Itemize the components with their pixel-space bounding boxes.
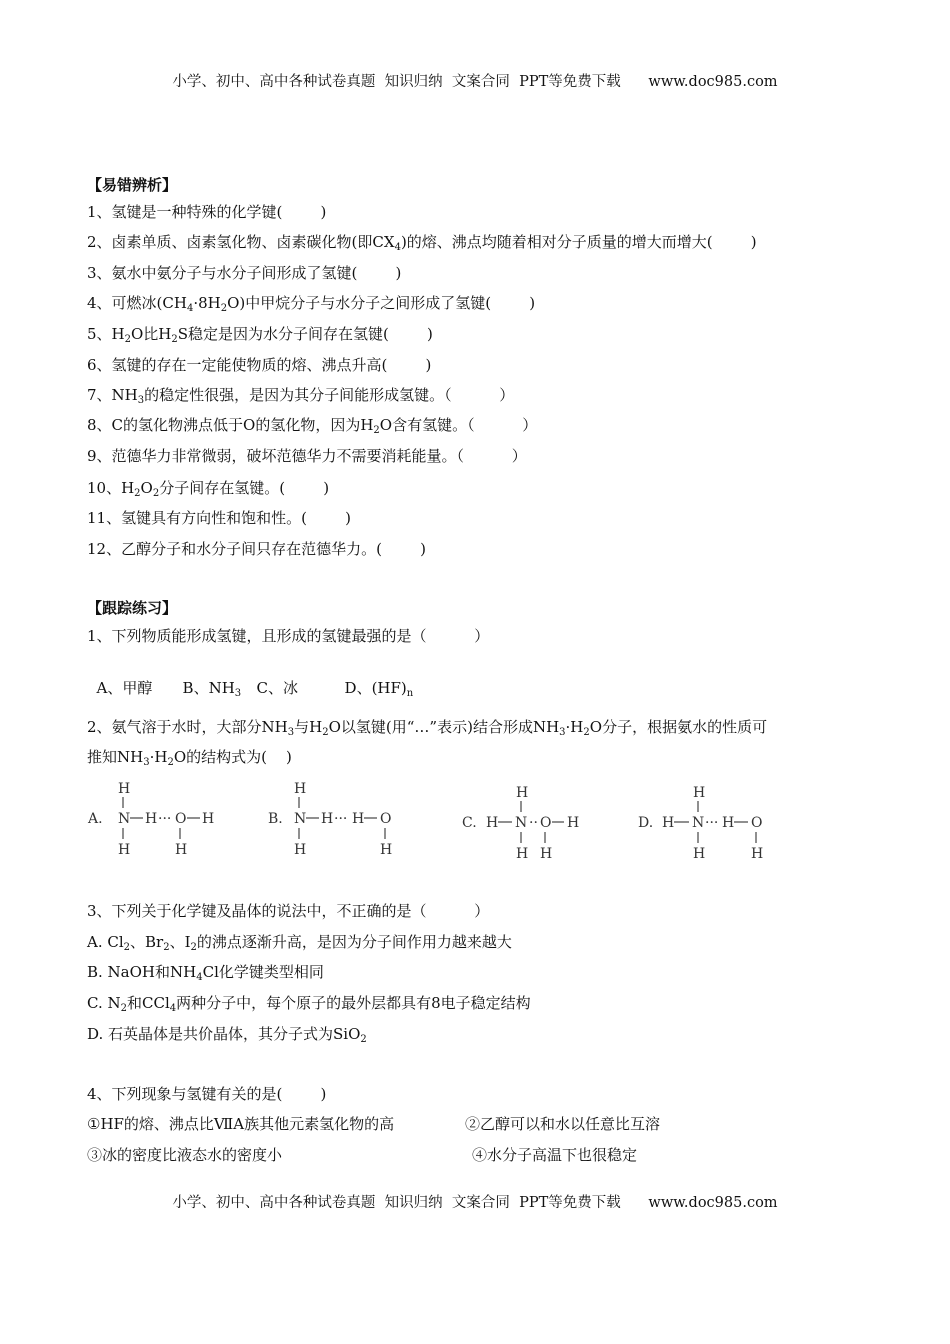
q1-option-c: C、冰 xyxy=(256,679,299,697)
svg-text:H: H xyxy=(567,815,580,831)
svg-text:H: H xyxy=(722,815,735,831)
error-item-5: 5、$H_2O$比$H_2S$稳定是因为水分子间存在氢键( ) xyxy=(87,325,433,345)
q2-structure-b xyxy=(268,778,438,863)
error-item-6: 6、氢键的存在一定能使物质的熔、沸点升高( ) xyxy=(87,356,432,374)
svg-text:H: H xyxy=(118,842,131,858)
q1-options xyxy=(87,658,413,698)
svg-text:···: ··· xyxy=(705,815,719,831)
page-header: 小学、初中、高中各种试卷真题 知识归纳 文案合同 PPT等免费下载 www.doc985.com xyxy=(172,74,778,90)
svg-text:H: H xyxy=(321,811,334,827)
svg-text:H: H xyxy=(693,785,706,801)
svg-text:H: H xyxy=(516,785,529,801)
error-item-7: 7、$NH_3$的稳定性很强，是因为其分子间能形成氢键。（ ） xyxy=(87,386,515,406)
error-item-8: 8、C的氢化物沸点低于O的氢化物，因为$H_2O$含有氢键。（ ） xyxy=(87,416,538,436)
q2-structure-b-label: B. xyxy=(268,811,283,827)
error-item-4: 4、可燃冰$(CH_4\cdot 8H_2O)$中甲烷分子与水分子之间形成了氢键( ) xyxy=(87,294,536,314)
section-title-practice: 【跟踪练习】 xyxy=(87,599,178,617)
svg-text:H: H xyxy=(118,781,131,797)
error-item-1: 1、氢键是一种特殊的化学键( ) xyxy=(87,203,327,221)
svg-text:H: H xyxy=(693,846,706,862)
q4-option-2: ②乙醇可以和水以任意比互溶 xyxy=(465,1115,661,1133)
svg-text:H: H xyxy=(662,815,675,831)
q3-option-b: B. NaOH和$NH_4Cl$化学键类型相同 xyxy=(87,963,324,983)
q3-option-a: A. $Cl_2$、$Br_2$、$I_2$的沸点逐渐升高，是因为分子间作用力越来越大 xyxy=(87,933,512,953)
q4-option-1: ①HF的熔、沸点比ⅦA族其他元素氢化物的高 xyxy=(87,1115,395,1133)
error-item-11: 11、氢键具有方向性和饱和性。( ) xyxy=(87,509,351,527)
q3-option-c: C. $N_2$和CCl$_4$两种分子中，每个原子的最外层都具有8电子稳定结构 xyxy=(87,994,531,1014)
svg-text:H: H xyxy=(516,846,529,862)
page-footer: 小学、初中、高中各种试卷真题 知识归纳 文案合同 PPT等免费下载 www.doc985.com xyxy=(172,1195,778,1211)
error-item-9: 9、范德华力非常微弱，破坏范德华力不需要消耗能量。（ ） xyxy=(87,447,527,465)
q3-option-d: D. 石英晶体是共价晶体，其分子式为SiO$_2$ xyxy=(87,1025,367,1045)
q2-structure-c-label: C. xyxy=(462,815,477,831)
svg-text:N: N xyxy=(692,815,705,831)
svg-text:H: H xyxy=(380,842,393,858)
svg-text:H: H xyxy=(294,781,307,797)
svg-text:···: ··· xyxy=(158,811,172,827)
svg-text:O: O xyxy=(540,815,552,831)
q2-structure-d-label: D. xyxy=(638,815,654,831)
svg-text:H: H xyxy=(751,846,764,862)
error-item-12: 12、乙醇分子和水分子间只存在范德华力。( ) xyxy=(87,540,426,558)
svg-text:···: ··· xyxy=(334,811,348,827)
q2-stem-line1: 2、氨气溶于水时，大部分$NH_3$与$H_2O$以氢键(用“…”表示)结合形成$NH_3\cdot H_2O$分子，根据氨水的性质可 xyxy=(87,718,768,738)
svg-text:O: O xyxy=(380,811,392,827)
svg-text:H: H xyxy=(486,815,499,831)
svg-text:H: H xyxy=(145,811,158,827)
svg-text:O: O xyxy=(175,811,187,827)
svg-text:H: H xyxy=(202,811,215,827)
q2-stem-line2: 推知$NH_3\cdot H_2O$的结构式为( ) xyxy=(87,748,292,768)
error-item-2: 2、卤素单质、卤素氢化物、卤素碳化物(即$CX_4$)的熔、沸点均随着相对分子质量的增大而增大( ) xyxy=(87,233,757,253)
svg-text:H: H xyxy=(352,811,365,827)
q2-structure-d xyxy=(638,778,808,863)
svg-text:H: H xyxy=(175,842,188,858)
q1-option-b: B、$NH_3$ xyxy=(182,679,242,699)
error-item-10: 10、$H_2O_2$分子间存在氢键。( ) xyxy=(87,479,330,499)
error-item-3: 3、氨水中氨分子与水分子间形成了氢键( ) xyxy=(87,264,402,282)
section-title-error-analysis: 【易错辨析】 xyxy=(87,176,178,194)
svg-text:N: N xyxy=(118,811,131,827)
q2-structure-a-label: A. xyxy=(88,811,103,827)
q1-option-a: A、甲醇 xyxy=(96,679,153,697)
svg-text:N: N xyxy=(294,811,307,827)
q4-stem: 4、下列现象与氢键有关的是( ) xyxy=(87,1085,327,1103)
q1-option-d: D、$(HF)_n$ xyxy=(344,679,414,699)
q4-option-3: ③冰的密度比液态水的密度小 xyxy=(87,1146,283,1164)
q1-stem: 1、下列物质能形成氢键，且形成的氢键最强的是（ ） xyxy=(87,627,490,645)
q4-option-4: ④水分子高温下也很稳定 xyxy=(472,1146,638,1164)
q2-structure-a xyxy=(88,778,258,863)
svg-text:··: ·· xyxy=(529,815,538,831)
svg-text:O: O xyxy=(751,815,763,831)
q3-stem: 3、下列关于化学键及晶体的说法中，不正确的是（ ） xyxy=(87,902,490,920)
svg-text:H: H xyxy=(540,846,553,862)
svg-text:N: N xyxy=(515,815,528,831)
q2-structure-c xyxy=(462,778,632,863)
svg-text:H: H xyxy=(294,842,307,858)
